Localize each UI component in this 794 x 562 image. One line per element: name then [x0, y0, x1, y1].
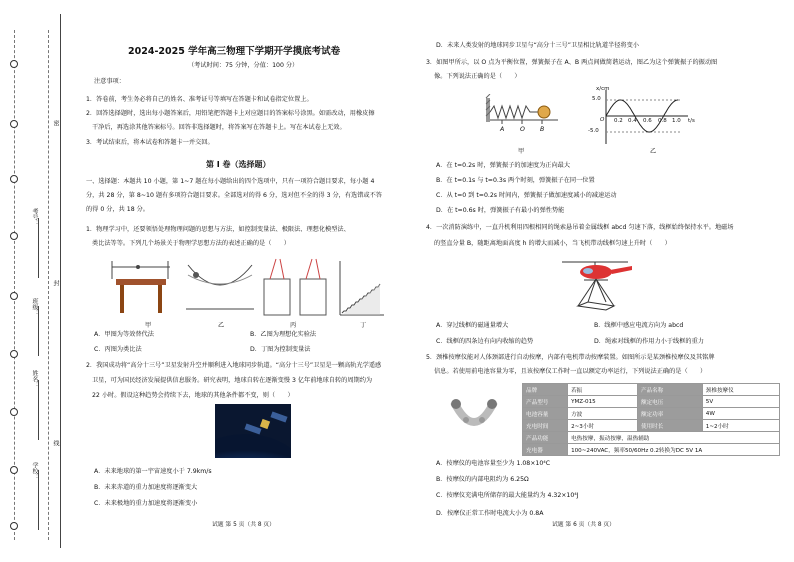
figure-jia	[112, 261, 170, 313]
nameplate-key: 品牌	[523, 384, 568, 396]
graph-y-label: x/cm	[596, 86, 610, 92]
hole-mark	[10, 175, 18, 183]
graph-x-tick: 1.0	[672, 118, 681, 124]
graph-y-tick: 5.0	[592, 96, 601, 102]
graph-x-tick: 0.8	[658, 118, 667, 124]
q4-option-a[interactable]: A．穿过线框的磁通量增大	[436, 322, 509, 329]
nameplate-value: 5V	[702, 396, 779, 408]
hole-mark	[10, 292, 18, 300]
q3-option-c[interactable]: C．从 t=0 到 t=0.2s 时间内，弹簧振子做加速度减小的减速运动	[436, 192, 617, 199]
intro-line: 分，共 28 分，第 8~10 题有多项符合题目要求。全部选对的得 6 分，选对但不全的得 3 分，有选错或不答	[86, 192, 382, 199]
hole-mark	[10, 60, 18, 68]
notes-heading: 注意事项：	[94, 78, 125, 85]
spring-label-o: O	[520, 126, 525, 133]
q1-option-d[interactable]: D．丁图为控制变量法	[250, 346, 311, 353]
fig-label-yi-right: 乙	[650, 148, 657, 155]
nameplate-key: 产品功能	[523, 432, 568, 444]
q3-line: 像。下列说法正确的是（ ）	[434, 73, 521, 80]
nameplate-key: 额定电压	[637, 396, 702, 408]
spring-label-a: A	[500, 126, 505, 133]
fig-label-ding: 丁	[360, 322, 367, 329]
intro-line: 一、选择题：本题共 10 小题，第 1~7 题在每小题给出的四个选项中，只有一项符合题目要求，每小题 4	[86, 178, 375, 185]
q3-option-b[interactable]: B．在 t=0.1s 与 t=0.3s 两个时刻，弹簧振子在同一位置	[436, 177, 595, 184]
q1-option-c[interactable]: C．丙图为类比法	[94, 346, 142, 353]
nameplate-value: 方波	[568, 408, 638, 420]
q3-line: 3．如图甲所示，以 O 点为平衡位置，弹簧振子在 A、B 两点间做简谐运动，图乙为这个弹簧振子的振动图	[426, 59, 718, 66]
inner-dashed-line	[48, 30, 49, 540]
nameplate-value: 4W	[702, 408, 779, 420]
binding-strip	[0, 0, 78, 562]
page-footer-right: 试题 第 6 页（共 8 页）	[552, 522, 615, 528]
q4-line: 的竖直分量 B，随距离地面高度 h 的增大而减小，当飞机带动线框匀速上升时（ ）	[434, 240, 671, 247]
q4-option-b[interactable]: B．线框中感应电流方向为 abcd	[594, 322, 684, 329]
figure-bing	[264, 259, 326, 315]
q1-figures	[108, 253, 386, 323]
class-fill-line	[38, 306, 39, 356]
nameplate-key: 充电时间	[523, 420, 568, 432]
hole-mark	[10, 408, 18, 416]
binding-border	[60, 14, 61, 548]
q2-option-a[interactable]: A．未来地球的第一宇宙速度小于 7.9km/s	[94, 468, 212, 475]
q2-line: 2．我国成功将“高分十三号”卫星发射升空并顺利进入地球同步轨道。“高分十三号”卫星是一颗高轨光学遥感	[86, 362, 382, 369]
nameplate-value: 2~3小时	[568, 420, 638, 432]
q1-line: 类比法等等。下列几个场景关于物理学思想方法的表述正确的是（ ）	[92, 240, 290, 247]
nameplate-value: YMZ-015	[568, 396, 638, 408]
nameplate-value: 若振	[568, 384, 638, 396]
seal-char-xian: 线	[52, 440, 59, 446]
q2-line: 22 小时。假设这种趋势会持续下去，地球的其他条件都不变，则（ ）	[92, 392, 294, 399]
figure-ding	[340, 261, 384, 315]
q5-option-c[interactable]: C．按摩仪充满电所储存的最大能量约为 4.32×10⁴J	[436, 492, 579, 499]
seal-char-feng: 封	[52, 280, 59, 286]
q5-option-d[interactable]: D．按摩仪正常工作时电流大小为 0.8A	[436, 510, 544, 517]
note-line: 干净后，再选涂其他答案标号。回答非选择题时，将答案写在答题卡上。写在本试卷上无效。	[92, 124, 346, 131]
q4-line: 4．一次消防演练中，一直升机利用四根相同的绳索悬吊着金属线框 abcd 匀速下落，线框始终保持水平。地磁场	[426, 224, 734, 231]
hole-mark	[10, 232, 18, 240]
nameplate-row	[523, 396, 780, 408]
nameplate-key: 额定功率	[637, 408, 702, 420]
graph-y-tick: -5.0	[588, 128, 599, 134]
q5-option-a[interactable]: A．按摩仪的电池容量至少为 1.08×10⁴C	[436, 460, 551, 467]
note-line: 1．答卷前，考生务必将自己的姓名、准考证号等填写在答题卡和试卷指定位置上。	[86, 96, 313, 103]
fig-label-jia-right: 甲	[518, 148, 525, 155]
class-label: 班级：	[31, 298, 38, 316]
graph-x-tick: 0.4	[628, 118, 637, 124]
id-label: 考号：	[31, 208, 38, 226]
nameplate-key: 产品型号	[523, 396, 568, 408]
section-heading: 第 I 卷（选择题）	[206, 160, 271, 169]
satellite-image	[215, 404, 291, 458]
nameplate-table	[522, 383, 780, 456]
school-fill-line	[38, 470, 39, 530]
q1-option-b[interactable]: B．乙图为理想化实验法	[250, 331, 317, 338]
nameplate-key: 电池容量	[523, 408, 568, 420]
nameplate-row	[523, 420, 780, 432]
note-line: 2．回答选择题时，选出每小题答案后，用铅笔把答题卡上对应题目的答案标号涂黑。如需改动，用橡皮擦	[86, 110, 375, 117]
outer-dashed-line	[14, 30, 15, 540]
hole-mark	[10, 522, 18, 530]
graph-x-label: t/s	[688, 118, 695, 124]
exam-subtitle: （考试时间：75 分钟，分值：100 分）	[188, 62, 299, 69]
nameplate-key: 产品名称	[637, 384, 702, 396]
nameplate-key: 使用时长	[637, 420, 702, 432]
seal-char-mi: 密	[52, 120, 59, 126]
exam-title: 2024-2025 学年高三物理下学期开学摸底考试卷	[128, 46, 341, 57]
nameplate-row	[523, 444, 780, 456]
nameplate-row	[523, 384, 780, 396]
graph-x-tick: 0.6	[643, 118, 652, 124]
id-fill-line	[38, 218, 39, 278]
q5-option-b[interactable]: B．按摩仪的内部电阻约为 6.25Ω	[436, 476, 529, 483]
hole-mark	[10, 466, 18, 474]
q2-option-d[interactable]: D．未来人类发射的地球同步卫星与“高分十三号”卫星相比轨道半径将变小	[436, 42, 639, 49]
fig-label-yi: 乙	[218, 322, 225, 329]
school-label: 学校：	[31, 462, 38, 480]
hole-mark	[10, 120, 18, 128]
q2-option-c[interactable]: C．未来极地的重力加速度将逐渐变小	[94, 500, 198, 507]
spring-label-b: B	[540, 126, 545, 133]
nameplate-row	[523, 408, 780, 420]
q3-option-d[interactable]: D．在 t=0.6s 时，弹簧振子有最小的弹性势能	[436, 207, 565, 214]
nameplate-value: 颈椎按摩仪	[702, 384, 779, 396]
name-fill-line	[38, 380, 39, 440]
massager-image	[444, 392, 504, 440]
vibration-graph	[584, 86, 694, 146]
q2-line: 卫星，可为国民经济发展提供信息服务。研究表明，地球自转在逐渐变慢 3 亿年前地球自转的周期约为	[92, 377, 373, 384]
q5-line: 信息。若使用前电池容量为零，且该按摩仪工作时一直以额定功率运行，下列说法正确的是（ ）	[434, 368, 707, 375]
page-footer-left: 试题 第 5 页（共 8 页）	[212, 522, 275, 528]
q3-option-a[interactable]: A．在 t=0.2s 时，弹簧振子的加速度为正向最大	[436, 162, 571, 169]
name-label: 姓名：	[31, 370, 38, 388]
q1-option-a[interactable]: A．甲图为等效替代法	[94, 331, 154, 338]
nameplate-value: 100~240VAC，频率50/60Hz 0.2转换为DC 5V 1A	[568, 444, 780, 456]
nameplate-row	[523, 432, 780, 444]
q1-line: 1．物理学习中，还要领悟处理物理问题的思想与方法，如控制变量法、极限法、理想化模型法、	[86, 226, 350, 233]
nameplate-key: 充电器	[523, 444, 568, 456]
figure-yi	[186, 265, 254, 309]
q2-option-b[interactable]: B．未来赤道的重力加速度将逐渐变大	[94, 484, 198, 491]
nameplate-value: 电热按摩，振动按摩，温热辅助	[568, 432, 780, 444]
graph-x-tick: 0.2	[614, 118, 623, 124]
q4-option-d[interactable]: D．绳索对线框的作用力小于线框的重力	[594, 338, 704, 345]
note-line: 3．考试结束后，将本试卷和答题卡一并交回。	[86, 139, 214, 146]
graph-origin: O	[600, 117, 605, 123]
fig-label-jia: 甲	[145, 322, 152, 329]
intro-line: 的得 0 分，共 18 分。	[86, 206, 149, 213]
hole-mark	[10, 350, 18, 358]
q5-line: 5．颈椎按摩仪能对人体颈部进行自动按摩，内部有电机带动按摩装置。如图所示是某颈椎按摩仪及其铭牌	[426, 354, 715, 361]
fig-label-bing: 丙	[290, 322, 297, 329]
helicopter-figure	[558, 256, 634, 316]
nameplate-value: 1~2小时	[702, 420, 779, 432]
q4-option-c[interactable]: C．线框的四条边有向内收缩的趋势	[436, 338, 534, 345]
